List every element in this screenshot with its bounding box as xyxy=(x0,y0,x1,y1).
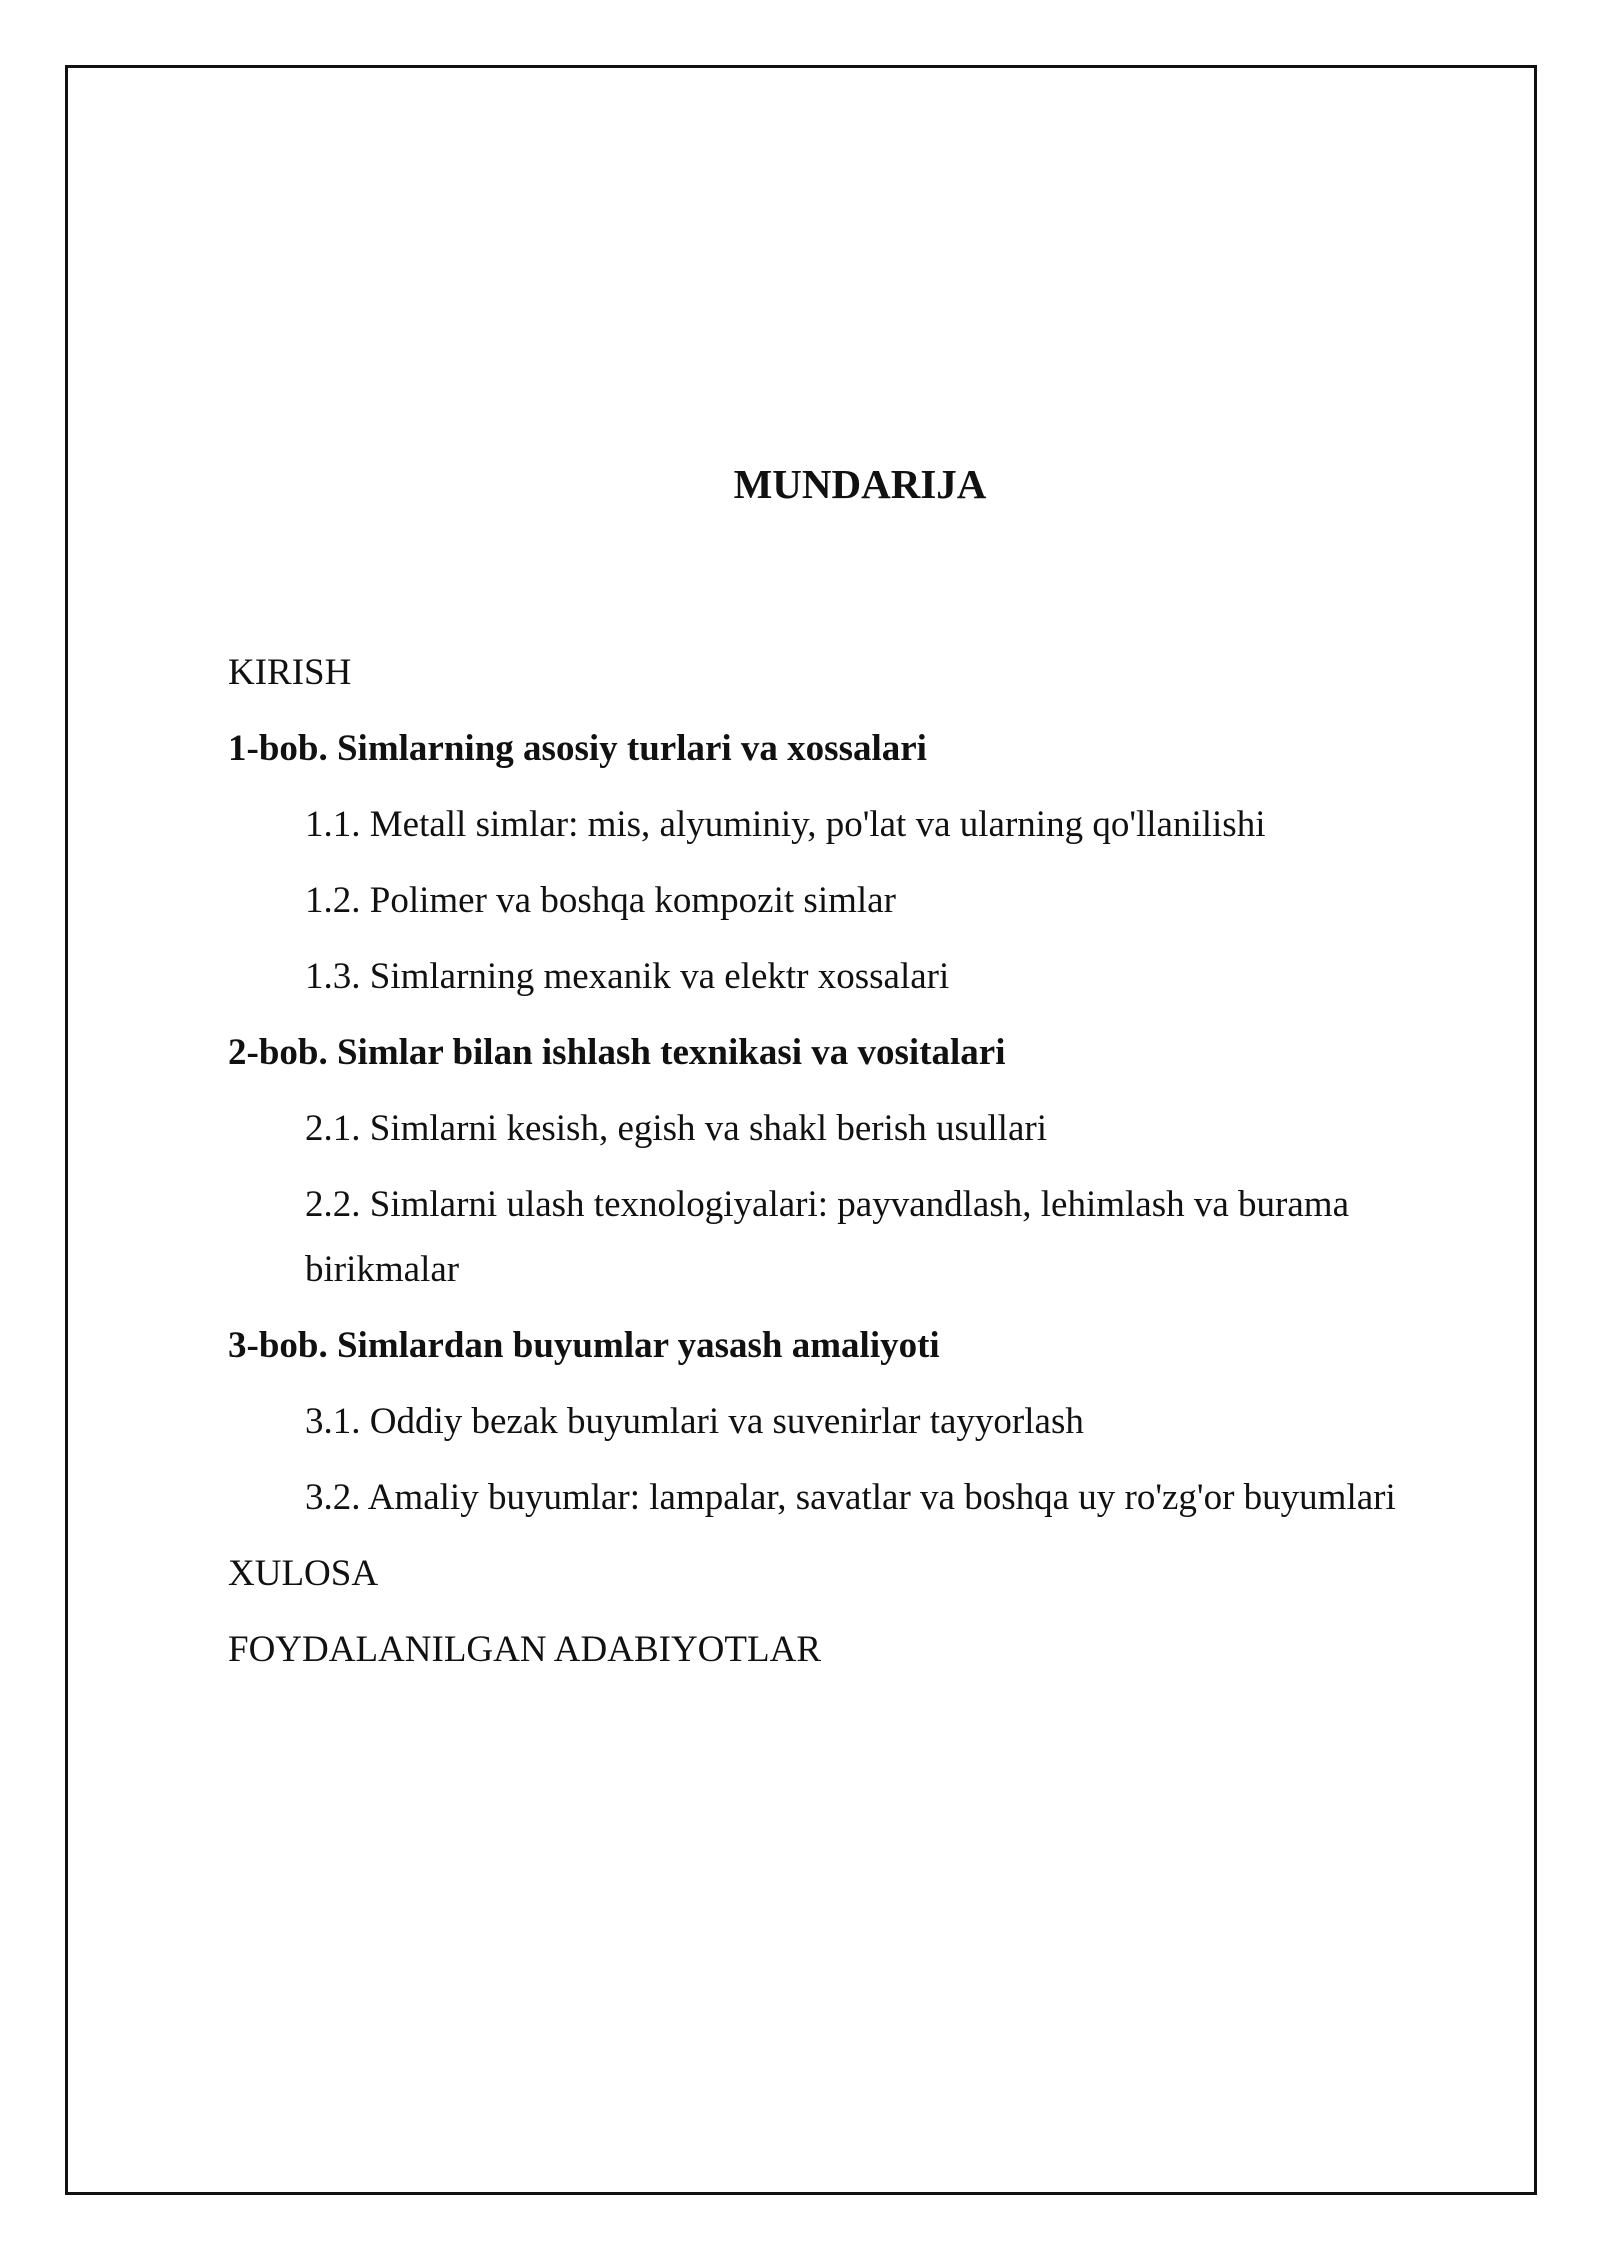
toc-entry-intro: KIRISH xyxy=(228,652,352,693)
toc-section-2-1: 2.1. Simlarni kesish, egish va shakl berish usullari xyxy=(305,1108,1047,1149)
toc-entry-conclusion: XULOSA xyxy=(228,1553,379,1594)
toc-chapter-3: 3-bob. Simlardan buyumlar yasash amaliyoti xyxy=(228,1325,940,1366)
toc-section-1-1: 1.1. Metall simlar: mis, alyuminiy, po'lat va ularning qo'llanilishi xyxy=(305,804,1266,845)
toc-section-1-3: 1.3. Simlarning mexanik va elektr xossalari xyxy=(305,956,950,997)
toc-entry-references: FOYDALANILGAN ADABIYOTLAR xyxy=(228,1629,821,1670)
toc-chapter-2: 2-bob. Simlar bilan ishlash texnikasi va vositalari xyxy=(228,1032,1006,1073)
toc-section-2-2: 2.2. Simlarni ulash texnologiyalari: payvandlash, lehimlash va burama birikmalar xyxy=(305,1184,1349,1290)
toc-chapter-1: 1-bob. Simlarning asosiy turlari va xossalari xyxy=(228,728,927,769)
page-title: MUNDARIJA xyxy=(733,461,987,507)
table-of-contents xyxy=(228,640,1428,1693)
toc-section-3-2: 3.2. Amaliy buyumlar: lampalar, savatlar va boshqa uy ro'zg'or buyumlari xyxy=(305,1477,1396,1518)
toc-section-3-1: 3.1. Oddiy bezak buyumlari va suvenirlar tayyorlash xyxy=(305,1401,1084,1442)
toc-section-1-2: 1.2. Polimer va boshqa kompozit simlar xyxy=(305,880,896,921)
